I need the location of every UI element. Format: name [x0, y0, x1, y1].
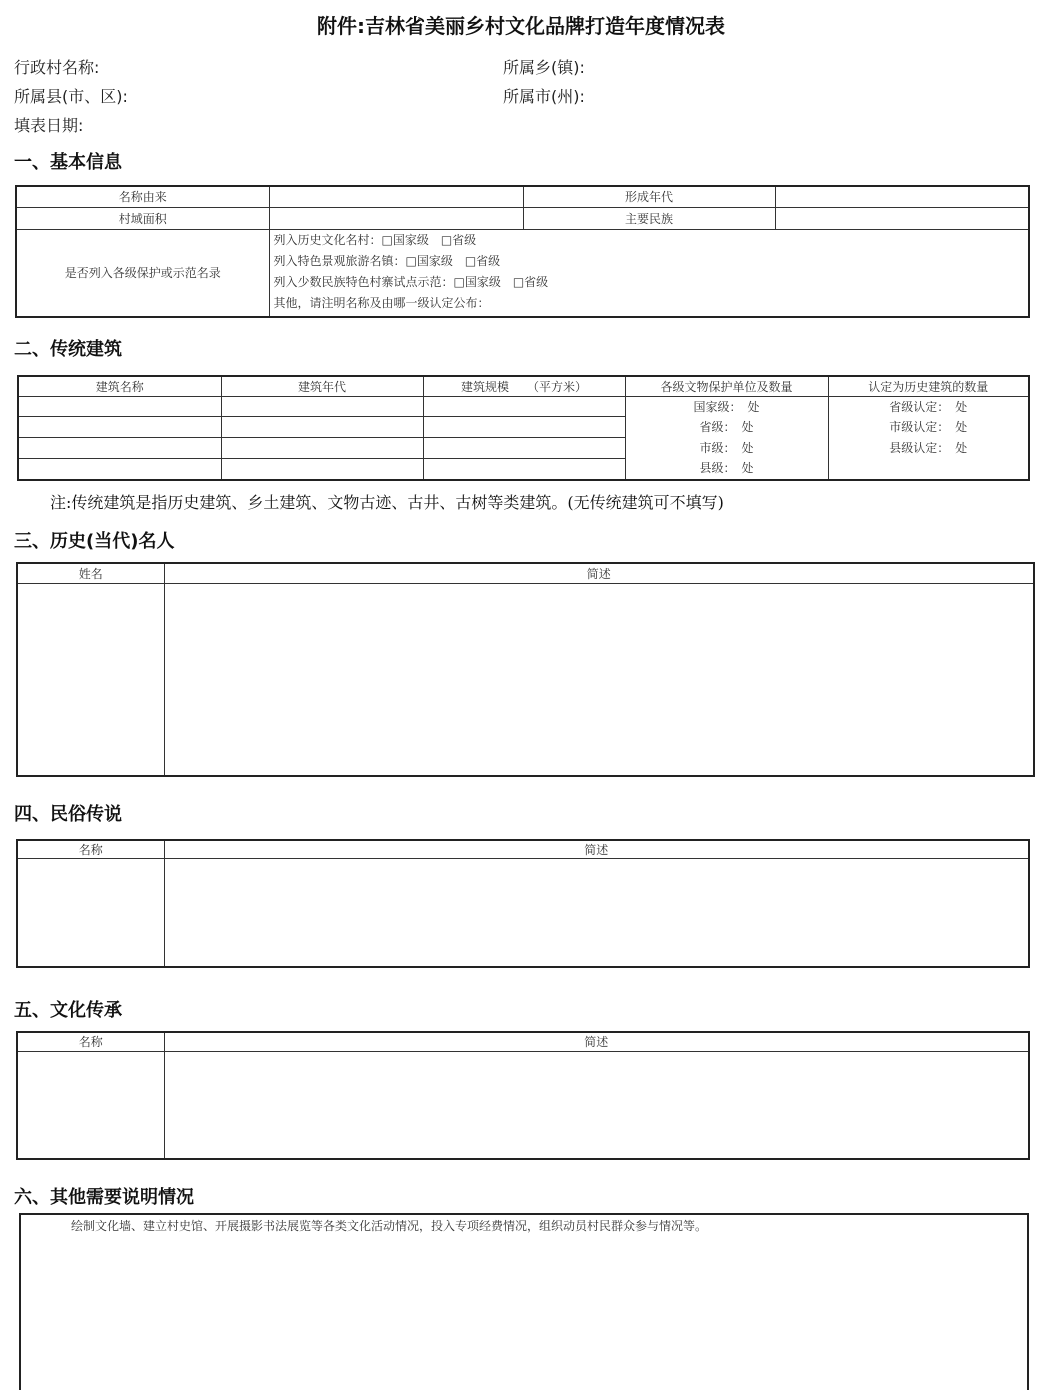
protection-list-options[interactable]	[269, 229, 1029, 317]
historic-county: 县级认定： 处	[889, 440, 968, 455]
section2-heading: 二、传统建筑	[14, 339, 122, 360]
header-building-scale: 建筑规模 （平方米）	[423, 376, 625, 396]
historic-levels-cell	[828, 396, 1029, 480]
main-ethnicity-label: 主要民族	[523, 207, 775, 229]
formation-era-field[interactable]	[775, 186, 1029, 207]
header-description: 简述	[164, 1032, 1029, 1051]
section1-heading: 一、基本信息	[14, 152, 122, 173]
name-origin-field[interactable]	[269, 186, 523, 207]
building-scale-cell[interactable]	[423, 438, 625, 458]
historic-provincial: 省级认定： 处	[889, 399, 968, 414]
celebrity-name-cell[interactable]	[17, 583, 164, 776]
list-item-scenic-town[interactable]: 列入特色景观旅游名镇：□国家级 □省级	[273, 253, 501, 268]
folklore-name-cell[interactable]	[17, 859, 164, 967]
building-era-cell[interactable]	[221, 416, 423, 437]
celebrity-description-cell[interactable]	[164, 583, 1034, 776]
header-description: 简述	[164, 840, 1029, 859]
protection-levels-cell	[625, 396, 828, 480]
heritage-name-cell[interactable]	[17, 1051, 164, 1159]
building-scale-cell[interactable]	[423, 458, 625, 479]
header-protection-units: 各级文物保护单位及数量	[625, 376, 828, 396]
level-provincial: 省级： 处	[699, 420, 754, 434]
header-name: 姓名	[17, 563, 164, 583]
main-ethnicity-field[interactable]	[775, 207, 1029, 229]
other-notes-instructions: 绘制文化墙、建立村史馆、开展摄影书法展览等各类文化活动情况，投入专项经费情况，组织动员村民群众参与情况等。	[71, 1219, 708, 1233]
level-municipal: 市级： 处	[699, 440, 754, 455]
list-item-historic-village[interactable]: 列入历史文化名村：□国家级 □省级	[273, 232, 477, 247]
level-county: 县级： 处	[699, 461, 754, 475]
heritage-table	[16, 1031, 1030, 1160]
city-label: 所属市(州):	[503, 87, 585, 106]
building-name-cell[interactable]	[18, 416, 221, 437]
header-building-name: 建筑名称	[18, 376, 221, 396]
section4-heading: 四、民俗传说	[14, 804, 122, 825]
celebrities-table	[16, 562, 1035, 777]
building-name-cell[interactable]	[18, 458, 221, 479]
village-area-label: 村域面积	[16, 207, 269, 229]
heritage-description-cell[interactable]	[164, 1051, 1029, 1159]
section5-heading: 五、文化传承	[14, 1000, 122, 1021]
village-area-field[interactable]	[269, 207, 523, 229]
level-national: 国家级： 处	[693, 399, 760, 414]
traditional-buildings-table	[17, 375, 1030, 481]
historic-municipal: 市级认定： 处	[889, 420, 968, 434]
list-item-other[interactable]: 其他，请注明名称及由哪一级认定公布：	[273, 295, 490, 310]
township-label: 所属乡(镇):	[503, 58, 585, 77]
formation-era-label: 形成年代	[523, 186, 775, 207]
other-notes-box[interactable]	[19, 1213, 1029, 1390]
building-scale-cell[interactable]	[423, 416, 625, 437]
basic-info-table	[15, 185, 1030, 318]
section3-heading: 三、历史(当代)名人	[14, 531, 175, 552]
header-historic-buildings: 认定为历史建筑的数量	[828, 376, 1029, 396]
protection-list-label: 是否列入各级保护或示范名录	[16, 229, 269, 317]
section6-heading: 六、其他需要说明情况	[14, 1187, 194, 1208]
header-name: 名称	[17, 840, 164, 859]
page-title: 附件:吉林省美丽乡村文化品牌打造年度情况表	[317, 14, 725, 38]
building-scale-cell[interactable]	[423, 396, 625, 416]
village-name-label: 行政村名称:	[14, 58, 100, 77]
buildings-note: 注:传统建筑是指历史建筑、乡土建筑、文物古迹、古井、古树等类建筑。(无传统建筑可不填写)	[50, 493, 724, 512]
header-building-era: 建筑年代	[221, 376, 423, 396]
folklore-description-cell[interactable]	[164, 859, 1029, 967]
building-era-cell[interactable]	[221, 396, 423, 416]
folklore-table	[16, 839, 1030, 968]
building-name-cell[interactable]	[18, 396, 221, 416]
name-origin-label: 名称由来	[16, 186, 269, 207]
header-name: 名称	[17, 1032, 164, 1051]
header-description: 简述	[164, 563, 1034, 583]
building-name-cell[interactable]	[18, 438, 221, 458]
building-era-cell[interactable]	[221, 438, 423, 458]
building-era-cell[interactable]	[221, 458, 423, 479]
fill-date-label: 填表日期:	[14, 116, 84, 135]
county-label: 所属县(市、区):	[14, 87, 128, 106]
list-item-ethnic-village[interactable]: 列入少数民族特色村寨试点示范：□国家级 □省级	[273, 274, 549, 289]
